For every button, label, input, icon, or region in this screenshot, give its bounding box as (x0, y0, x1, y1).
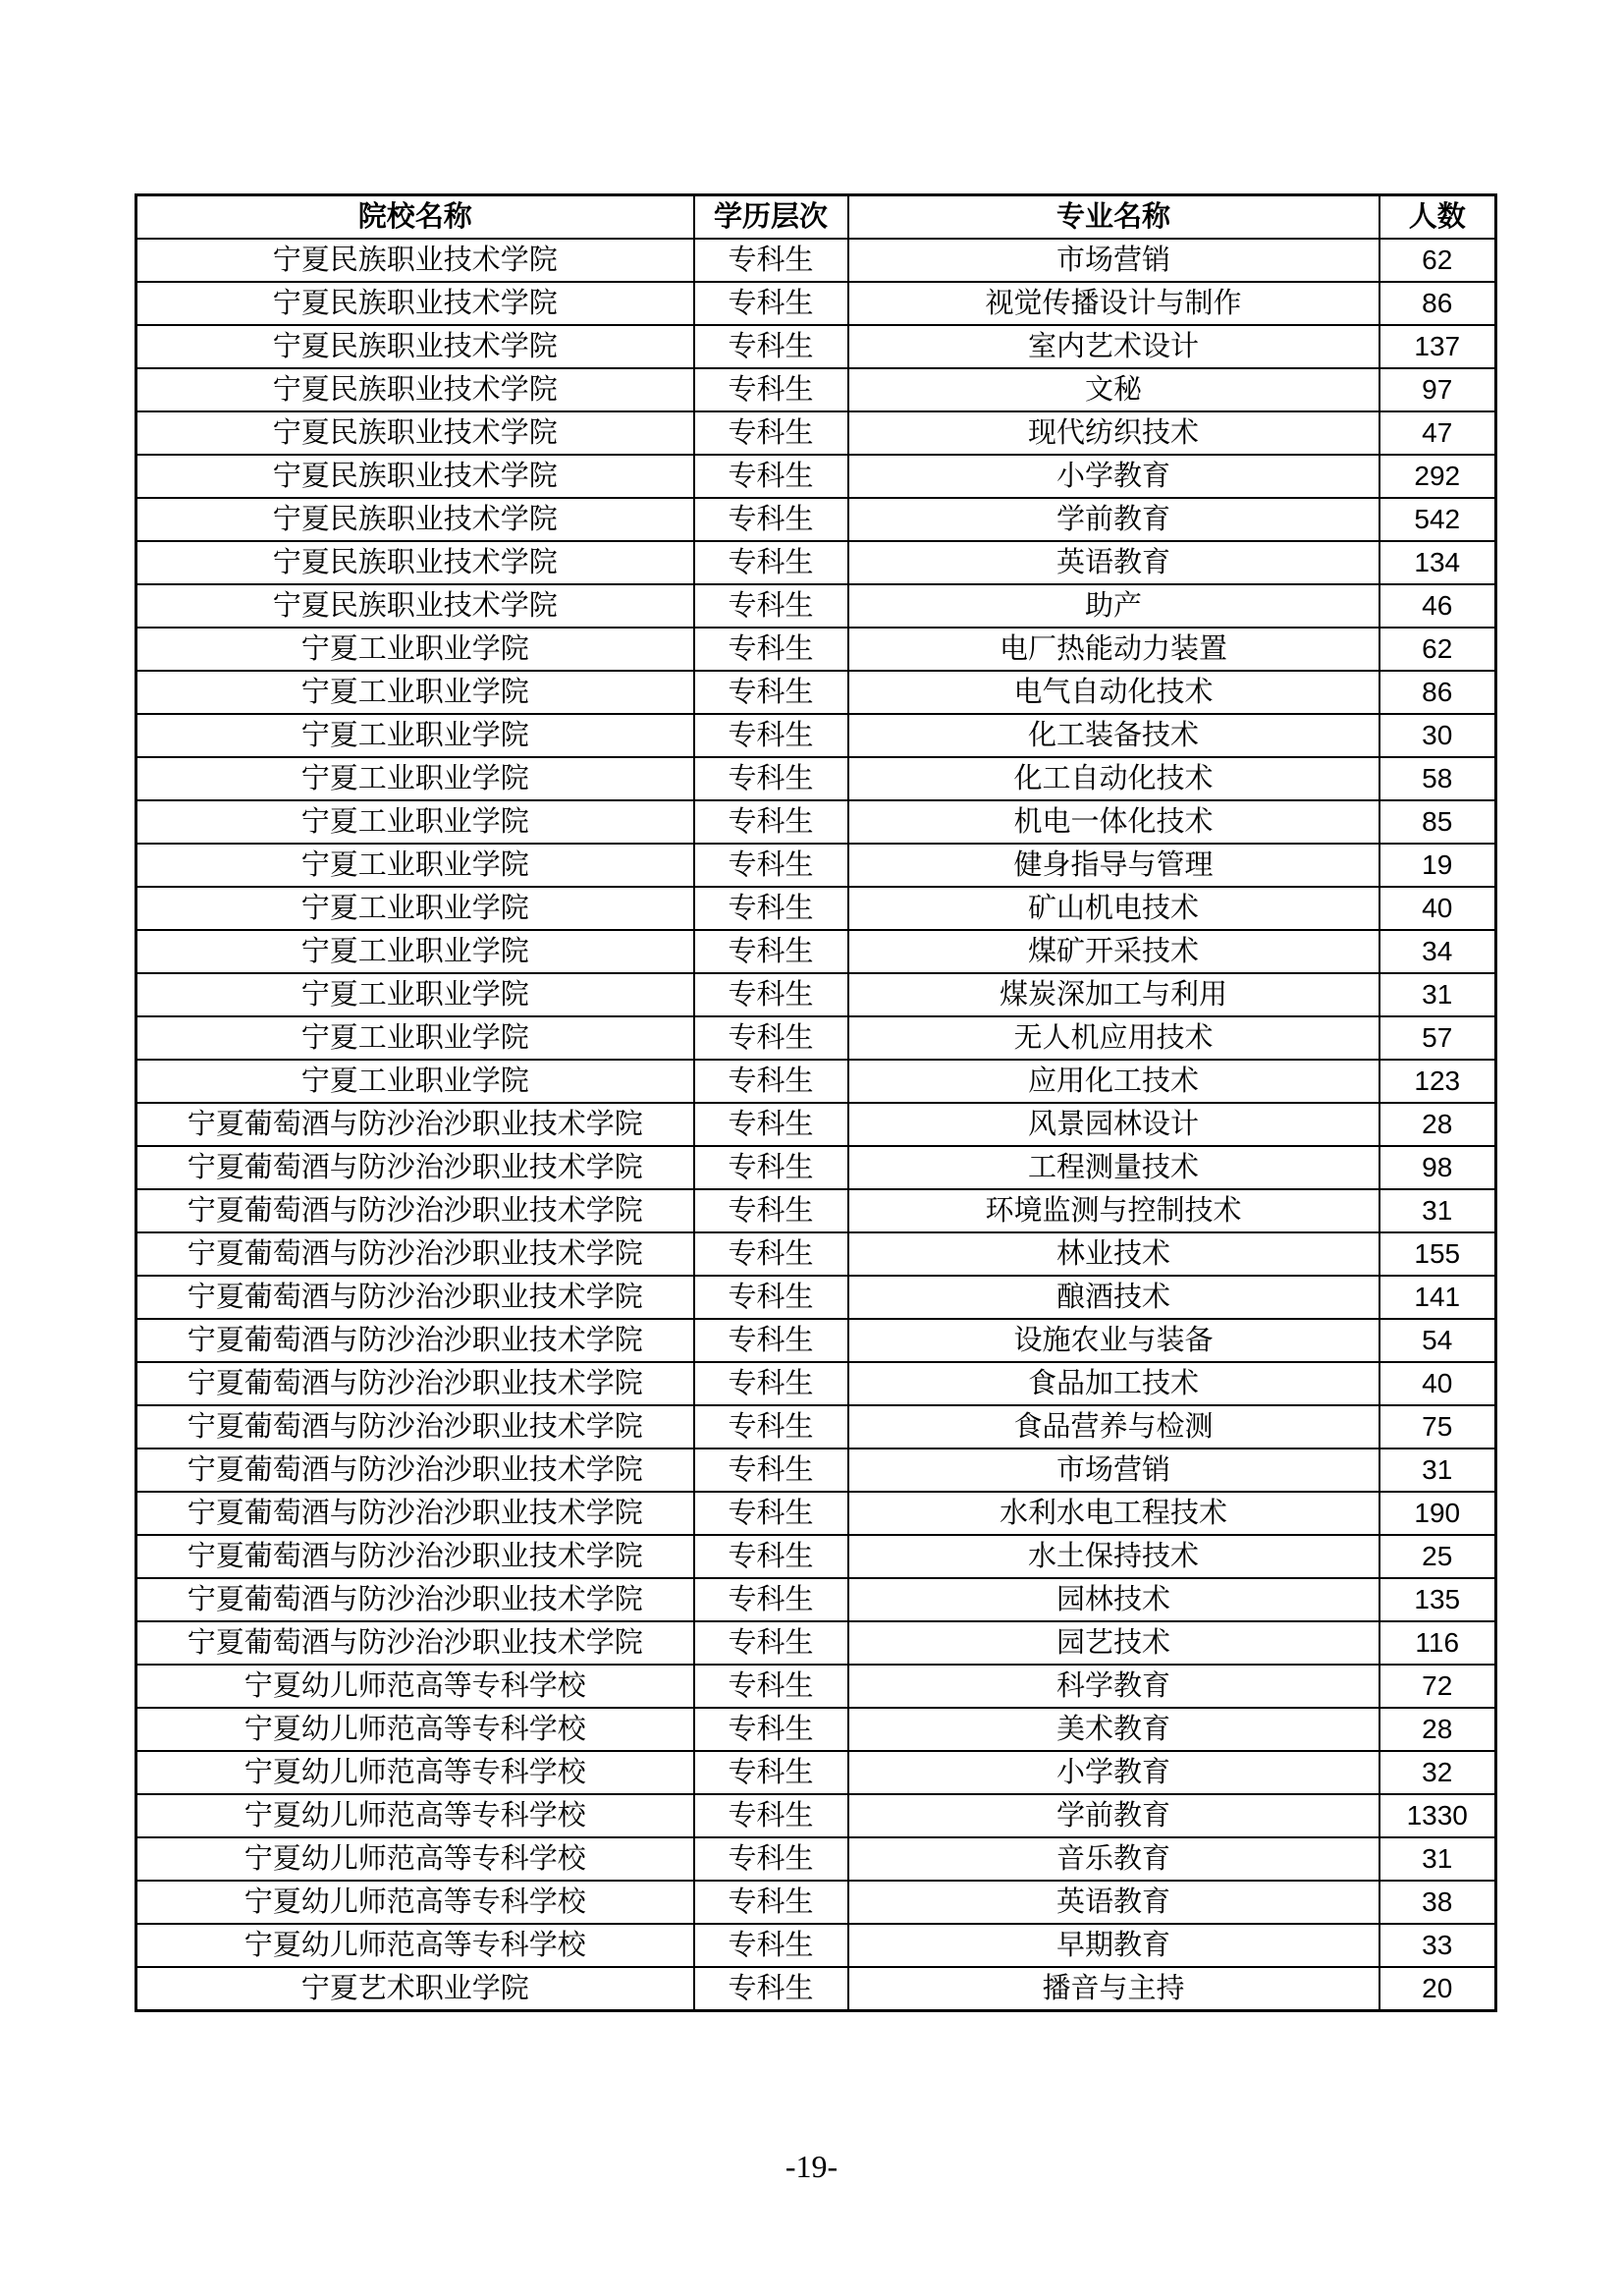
cell-school: 宁夏民族职业技术学院 (136, 498, 694, 541)
cell-major: 英语教育 (848, 1881, 1380, 1924)
table-row (136, 973, 1496, 1016)
cell-level: 专科生 (694, 844, 848, 887)
table-row (136, 1535, 1496, 1578)
cell-major: 设施农业与装备 (848, 1319, 1380, 1362)
cell-count: 1330 (1380, 1794, 1496, 1837)
cell-level: 专科生 (694, 1232, 848, 1276)
cell-count: 19 (1380, 844, 1496, 887)
cell-level: 专科生 (694, 1060, 848, 1103)
cell-level: 专科生 (694, 1449, 848, 1492)
cell-count: 86 (1380, 671, 1496, 714)
cell-count: 31 (1380, 1449, 1496, 1492)
cell-count: 116 (1380, 1621, 1496, 1665)
cell-level: 专科生 (694, 887, 848, 930)
header-major: 专业名称 (848, 195, 1380, 240)
cell-school: 宁夏民族职业技术学院 (136, 325, 694, 368)
cell-level: 专科生 (694, 541, 848, 584)
cell-school: 宁夏葡萄酒与防沙治沙职业技术学院 (136, 1578, 694, 1621)
cell-major: 文秘 (848, 368, 1380, 411)
cell-school: 宁夏葡萄酒与防沙治沙职业技术学院 (136, 1276, 694, 1319)
cell-level: 专科生 (694, 1967, 848, 2011)
cell-major: 工程测量技术 (848, 1146, 1380, 1189)
cell-major: 视觉传播设计与制作 (848, 282, 1380, 325)
cell-school: 宁夏民族职业技术学院 (136, 282, 694, 325)
cell-school: 宁夏工业职业学院 (136, 714, 694, 757)
cell-level: 专科生 (694, 1621, 848, 1665)
cell-school: 宁夏幼儿师范高等专科学校 (136, 1665, 694, 1708)
table-row (136, 1967, 1496, 2011)
table-row (136, 1881, 1496, 1924)
cell-major: 英语教育 (848, 541, 1380, 584)
cell-school: 宁夏艺术职业学院 (136, 1967, 694, 2011)
cell-major: 电气自动化技术 (848, 671, 1380, 714)
cell-school: 宁夏葡萄酒与防沙治沙职业技术学院 (136, 1146, 694, 1189)
cell-level: 专科生 (694, 1319, 848, 1362)
cell-school: 宁夏幼儿师范高等专科学校 (136, 1837, 694, 1881)
cell-count: 62 (1380, 628, 1496, 671)
cell-count: 58 (1380, 757, 1496, 800)
table-row (136, 411, 1496, 455)
cell-count: 31 (1380, 1837, 1496, 1881)
table-row (136, 541, 1496, 584)
cell-school: 宁夏民族职业技术学院 (136, 584, 694, 628)
cell-count: 30 (1380, 714, 1496, 757)
cell-count: 72 (1380, 1665, 1496, 1708)
cell-major: 小学教育 (848, 1751, 1380, 1794)
cell-school: 宁夏葡萄酒与防沙治沙职业技术学院 (136, 1189, 694, 1232)
cell-school: 宁夏葡萄酒与防沙治沙职业技术学院 (136, 1103, 694, 1146)
cell-major: 化工自动化技术 (848, 757, 1380, 800)
cell-major: 现代纺织技术 (848, 411, 1380, 455)
cell-count: 85 (1380, 800, 1496, 844)
cell-school: 宁夏工业职业学院 (136, 628, 694, 671)
cell-count: 190 (1380, 1492, 1496, 1535)
table-row (136, 628, 1496, 671)
cell-level: 专科生 (694, 239, 848, 282)
cell-level: 专科生 (694, 1837, 848, 1881)
cell-level: 专科生 (694, 368, 848, 411)
cell-school: 宁夏工业职业学院 (136, 800, 694, 844)
table-row (136, 930, 1496, 973)
cell-school: 宁夏工业职业学院 (136, 973, 694, 1016)
table-row (136, 498, 1496, 541)
cell-major: 矿山机电技术 (848, 887, 1380, 930)
cell-level: 专科生 (694, 1578, 848, 1621)
table-row (136, 239, 1496, 282)
table-row (136, 282, 1496, 325)
cell-school: 宁夏工业职业学院 (136, 1060, 694, 1103)
table-row (136, 1103, 1496, 1146)
cell-level: 专科生 (694, 1665, 848, 1708)
cell-count: 137 (1380, 325, 1496, 368)
cell-school: 宁夏工业职业学院 (136, 844, 694, 887)
table-row (136, 1665, 1496, 1708)
cell-school: 宁夏民族职业技术学院 (136, 411, 694, 455)
cell-count: 20 (1380, 1967, 1496, 2011)
cell-count: 98 (1380, 1146, 1496, 1189)
cell-count: 134 (1380, 541, 1496, 584)
cell-major: 煤炭深加工与利用 (848, 973, 1380, 1016)
cell-level: 专科生 (694, 584, 848, 628)
cell-school: 宁夏幼儿师范高等专科学校 (136, 1708, 694, 1751)
cell-count: 33 (1380, 1924, 1496, 1967)
cell-count: 34 (1380, 930, 1496, 973)
cell-major: 学前教育 (848, 1794, 1380, 1837)
cell-level: 专科生 (694, 930, 848, 973)
cell-school: 宁夏民族职业技术学院 (136, 368, 694, 411)
cell-school: 宁夏幼儿师范高等专科学校 (136, 1881, 694, 1924)
cell-count: 86 (1380, 282, 1496, 325)
table-row (136, 1405, 1496, 1449)
table-row (136, 671, 1496, 714)
cell-level: 专科生 (694, 1924, 848, 1967)
table-row (136, 325, 1496, 368)
table-row (136, 887, 1496, 930)
header-level: 学历层次 (694, 195, 848, 240)
cell-count: 141 (1380, 1276, 1496, 1319)
cell-major: 风景园林设计 (848, 1103, 1380, 1146)
cell-major: 环境监测与控制技术 (848, 1189, 1380, 1232)
cell-level: 专科生 (694, 973, 848, 1016)
cell-major: 科学教育 (848, 1665, 1380, 1708)
table-row (136, 800, 1496, 844)
cell-level: 专科生 (694, 1881, 848, 1924)
cell-count: 75 (1380, 1405, 1496, 1449)
table-row (136, 1319, 1496, 1362)
cell-major: 机电一体化技术 (848, 800, 1380, 844)
cell-level: 专科生 (694, 757, 848, 800)
cell-major: 酿酒技术 (848, 1276, 1380, 1319)
cell-major: 小学教育 (848, 455, 1380, 498)
cell-count: 28 (1380, 1103, 1496, 1146)
cell-major: 电厂热能动力装置 (848, 628, 1380, 671)
table-header-row (136, 195, 1496, 240)
cell-school: 宁夏葡萄酒与防沙治沙职业技术学院 (136, 1319, 694, 1362)
cell-level: 专科生 (694, 1708, 848, 1751)
cell-count: 57 (1380, 1016, 1496, 1060)
cell-level: 专科生 (694, 1103, 848, 1146)
cell-major: 化工装备技术 (848, 714, 1380, 757)
table-row (136, 1837, 1496, 1881)
cell-school: 宁夏工业职业学院 (136, 671, 694, 714)
cell-major: 园艺技术 (848, 1621, 1380, 1665)
table-row (136, 455, 1496, 498)
cell-school: 宁夏工业职业学院 (136, 930, 694, 973)
cell-school: 宁夏葡萄酒与防沙治沙职业技术学院 (136, 1492, 694, 1535)
cell-count: 40 (1380, 887, 1496, 930)
table-row (136, 844, 1496, 887)
cell-level: 专科生 (694, 282, 848, 325)
cell-school: 宁夏葡萄酒与防沙治沙职业技术学院 (136, 1405, 694, 1449)
table-row (136, 1016, 1496, 1060)
cell-level: 专科生 (694, 714, 848, 757)
enrollment-table (135, 193, 1497, 2012)
cell-count: 155 (1380, 1232, 1496, 1276)
cell-school: 宁夏民族职业技术学院 (136, 239, 694, 282)
cell-count: 38 (1380, 1881, 1496, 1924)
cell-count: 47 (1380, 411, 1496, 455)
table-row (136, 1794, 1496, 1837)
cell-school: 宁夏民族职业技术学院 (136, 455, 694, 498)
table-row (136, 714, 1496, 757)
cell-major: 园林技术 (848, 1578, 1380, 1621)
table-row (136, 1146, 1496, 1189)
cell-level: 专科生 (694, 1405, 848, 1449)
cell-major: 水利水电工程技术 (848, 1492, 1380, 1535)
cell-major: 应用化工技术 (848, 1060, 1380, 1103)
cell-level: 专科生 (694, 628, 848, 671)
cell-school: 宁夏葡萄酒与防沙治沙职业技术学院 (136, 1535, 694, 1578)
cell-count: 97 (1380, 368, 1496, 411)
cell-level: 专科生 (694, 1276, 848, 1319)
cell-count: 54 (1380, 1319, 1496, 1362)
cell-school: 宁夏民族职业技术学院 (136, 541, 694, 584)
cell-major: 音乐教育 (848, 1837, 1380, 1881)
table-row (136, 1362, 1496, 1405)
table-row (136, 584, 1496, 628)
cell-major: 煤矿开采技术 (848, 930, 1380, 973)
cell-level: 专科生 (694, 1362, 848, 1405)
table-row (136, 1060, 1496, 1103)
table-row (136, 1751, 1496, 1794)
cell-major: 健身指导与管理 (848, 844, 1380, 887)
table-row (136, 1276, 1496, 1319)
cell-count: 28 (1380, 1708, 1496, 1751)
cell-level: 专科生 (694, 1492, 848, 1535)
cell-school: 宁夏幼儿师范高等专科学校 (136, 1924, 694, 1967)
cell-major: 食品加工技术 (848, 1362, 1380, 1405)
cell-major: 市场营销 (848, 1449, 1380, 1492)
cell-level: 专科生 (694, 671, 848, 714)
cell-level: 专科生 (694, 1189, 848, 1232)
cell-school: 宁夏幼儿师范高等专科学校 (136, 1751, 694, 1794)
cell-level: 专科生 (694, 1535, 848, 1578)
table-row (136, 757, 1496, 800)
table-row (136, 368, 1496, 411)
table-row (136, 1232, 1496, 1276)
table-row (136, 1189, 1496, 1232)
cell-count: 40 (1380, 1362, 1496, 1405)
header-school: 院校名称 (136, 195, 694, 240)
cell-count: 292 (1380, 455, 1496, 498)
cell-count: 46 (1380, 584, 1496, 628)
cell-level: 专科生 (694, 411, 848, 455)
cell-count: 31 (1380, 1189, 1496, 1232)
cell-major: 水土保持技术 (848, 1535, 1380, 1578)
table-row (136, 1924, 1496, 1967)
cell-school: 宁夏葡萄酒与防沙治沙职业技术学院 (136, 1362, 694, 1405)
cell-count: 123 (1380, 1060, 1496, 1103)
header-count: 人数 (1380, 195, 1496, 240)
cell-level: 专科生 (694, 1016, 848, 1060)
cell-major: 美术教育 (848, 1708, 1380, 1751)
table-row (136, 1708, 1496, 1751)
cell-major: 播音与主持 (848, 1967, 1380, 2011)
cell-major: 林业技术 (848, 1232, 1380, 1276)
cell-school: 宁夏工业职业学院 (136, 887, 694, 930)
cell-level: 专科生 (694, 325, 848, 368)
cell-count: 135 (1380, 1578, 1496, 1621)
table-row (136, 1449, 1496, 1492)
cell-school: 宁夏葡萄酒与防沙治沙职业技术学院 (136, 1232, 694, 1276)
cell-count: 31 (1380, 973, 1496, 1016)
cell-level: 专科生 (694, 1794, 848, 1837)
cell-school: 宁夏幼儿师范高等专科学校 (136, 1794, 694, 1837)
cell-major: 无人机应用技术 (848, 1016, 1380, 1060)
table-row (136, 1492, 1496, 1535)
cell-count: 32 (1380, 1751, 1496, 1794)
cell-school: 宁夏工业职业学院 (136, 757, 694, 800)
table-row (136, 1621, 1496, 1665)
cell-school: 宁夏葡萄酒与防沙治沙职业技术学院 (136, 1621, 694, 1665)
cell-school: 宁夏工业职业学院 (136, 1016, 694, 1060)
cell-school: 宁夏葡萄酒与防沙治沙职业技术学院 (136, 1449, 694, 1492)
cell-major: 学前教育 (848, 498, 1380, 541)
cell-level: 专科生 (694, 1146, 848, 1189)
cell-count: 62 (1380, 239, 1496, 282)
cell-count: 25 (1380, 1535, 1496, 1578)
cell-major: 室内艺术设计 (848, 325, 1380, 368)
table-row (136, 1578, 1496, 1621)
cell-level: 专科生 (694, 498, 848, 541)
cell-level: 专科生 (694, 455, 848, 498)
cell-major: 市场营销 (848, 239, 1380, 282)
cell-major: 助产 (848, 584, 1380, 628)
page-number: -19- (784, 2149, 839, 2184)
cell-count: 542 (1380, 498, 1496, 541)
cell-major: 食品营养与检测 (848, 1405, 1380, 1449)
cell-major: 早期教育 (848, 1924, 1380, 1967)
cell-level: 专科生 (694, 1751, 848, 1794)
cell-level: 专科生 (694, 800, 848, 844)
